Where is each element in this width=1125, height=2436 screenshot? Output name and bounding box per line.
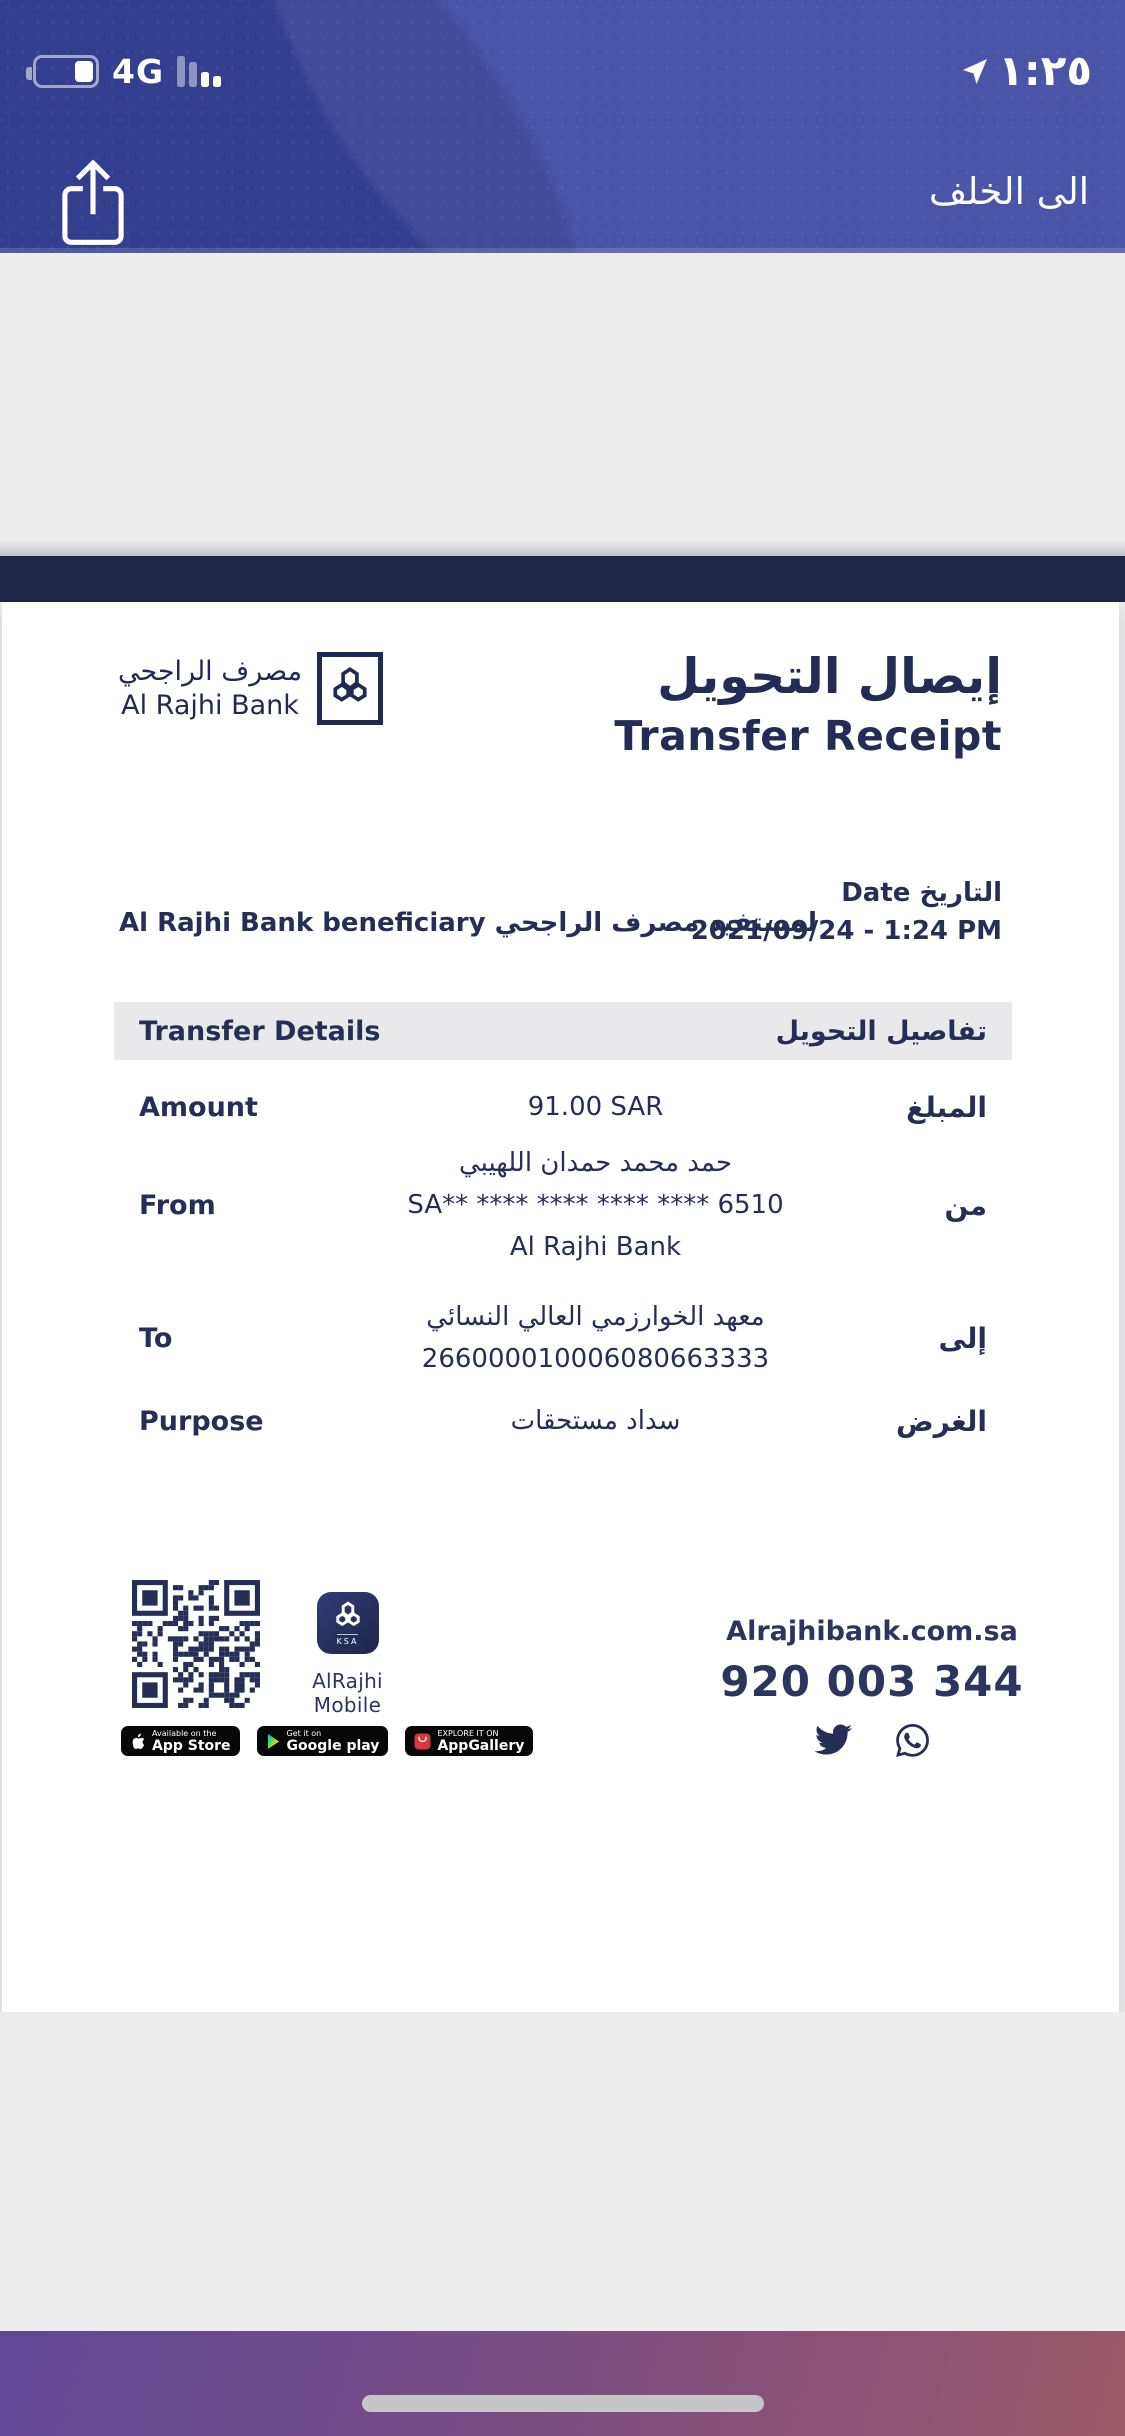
transfer-details-header-english: Transfer Details <box>139 1015 381 1047</box>
transfer-details-header <box>114 1002 1012 1060</box>
phone-number-label: 920 003 344 <box>720 1657 1024 1706</box>
date-label-arabic: التاريخ <box>919 878 1002 908</box>
cellular-bars-icon <box>177 56 221 87</box>
row-value: 91.00 SAR <box>527 1092 664 1122</box>
table-row-from <box>139 1142 987 1268</box>
row-label-ar: من <box>944 1188 987 1222</box>
google-play-badge <box>257 1726 389 1756</box>
status-bar-left <box>33 52 221 91</box>
row-label-ar: الغرض <box>896 1404 987 1438</box>
row-label-en: Amount <box>139 1091 258 1123</box>
store-badges <box>121 1726 533 1756</box>
palm-icon <box>327 663 373 715</box>
palm-icon <box>332 1601 364 1633</box>
alrajhi-app-icon <box>317 1592 379 1654</box>
page-background-top <box>0 253 1125 556</box>
receipt-title <box>614 646 1002 760</box>
row-label-en: From <box>139 1189 216 1221</box>
bank-name-arabic: مصرف الراجحي <box>117 655 303 687</box>
row-label-en: To <box>139 1322 173 1354</box>
row-label-ar: إلى <box>938 1321 987 1355</box>
date-label <box>691 878 1002 908</box>
app-header <box>0 0 1125 253</box>
network-type-label: 4G <box>112 52 165 91</box>
contact-block <box>622 1616 1122 1757</box>
badge-top-text: Get it on <box>286 1728 322 1738</box>
battery-cap <box>26 67 32 80</box>
badge-bottom-text: App Store <box>152 1737 231 1754</box>
table-row-purpose <box>139 1400 987 1442</box>
row-value: معهد الخوارزمي العالي النسائي 266000010006080663333 <box>421 1302 770 1374</box>
row-value: سداد مستحقات <box>510 1406 681 1436</box>
row-label-ar: المبلغ <box>906 1090 987 1124</box>
badge-bottom-text: Google play <box>286 1737 380 1754</box>
appgallery-badge <box>405 1726 533 1756</box>
app-name-label: AlRajhi Mobile <box>312 1669 383 1717</box>
table-row-to <box>139 1296 987 1380</box>
transfer-details-table <box>114 1060 1012 1442</box>
table-row-amount <box>139 1086 987 1128</box>
row-label-en: Purpose <box>139 1405 264 1437</box>
home-indicator[interactable] <box>362 2395 764 2412</box>
share-icon <box>55 158 131 250</box>
beneficiary-english: Al Rajhi Bank beneficiary <box>119 908 486 938</box>
beneficiary-arabic: لمستفيد مصرف الراجحي <box>494 908 817 938</box>
badge-bottom-text: AppGallery <box>437 1737 525 1754</box>
apple-icon <box>130 1732 146 1750</box>
date-value: 2021/09/24 - 1:24 PM <box>690 916 1002 946</box>
beneficiary-note <box>119 908 817 938</box>
status-bar-right <box>961 46 1092 95</box>
transfer-details-header-arabic: تفاصيل التحويل <box>775 1015 987 1047</box>
receipt-title-arabic: إيصال التحويل <box>657 648 1002 705</box>
bank-logo-text <box>115 655 305 723</box>
google-play-icon <box>266 1733 281 1750</box>
twitter-icon <box>815 1724 852 1755</box>
page-background-bottom <box>0 2012 1125 2331</box>
share-button[interactable] <box>55 158 131 250</box>
badge-top-text: Available on the <box>152 1728 217 1738</box>
app-store-badge <box>121 1726 240 1756</box>
location-arrow-icon <box>961 57 989 85</box>
receipt-card <box>2 602 1119 2012</box>
social-icons <box>622 1724 1122 1757</box>
app-icon-caption: KSA <box>337 1634 359 1646</box>
bank-logo <box>115 652 383 725</box>
website-label: Alrajhibank.com.sa <box>726 1616 1018 1647</box>
huawei-appgallery-icon <box>414 1733 431 1750</box>
status-time: ١:٢٥ <box>998 46 1092 95</box>
bottom-gradient-bar <box>0 2331 1125 2436</box>
battery-level <box>75 61 93 82</box>
bank-emblem-icon <box>317 652 383 725</box>
qr-code <box>132 1580 260 1708</box>
mobile-app-promo <box>280 1592 415 1717</box>
document-top-bar <box>0 556 1125 602</box>
badge-top-text: EXPLORE IT ON <box>437 1728 499 1738</box>
date-label-english: Date <box>841 878 911 908</box>
row-value: حمد محمد حمدان اللهيبي SA** **** **** **** **** 6510 Al Rajhi Bank <box>407 1148 784 1262</box>
bank-name-english: Al Rajhi Bank <box>121 689 299 721</box>
whatsapp-icon <box>896 1724 929 1757</box>
battery-icon <box>33 55 99 88</box>
back-button[interactable]: الى الخلف <box>928 170 1089 213</box>
receipt-title-english: Transfer Receipt <box>614 712 1002 760</box>
